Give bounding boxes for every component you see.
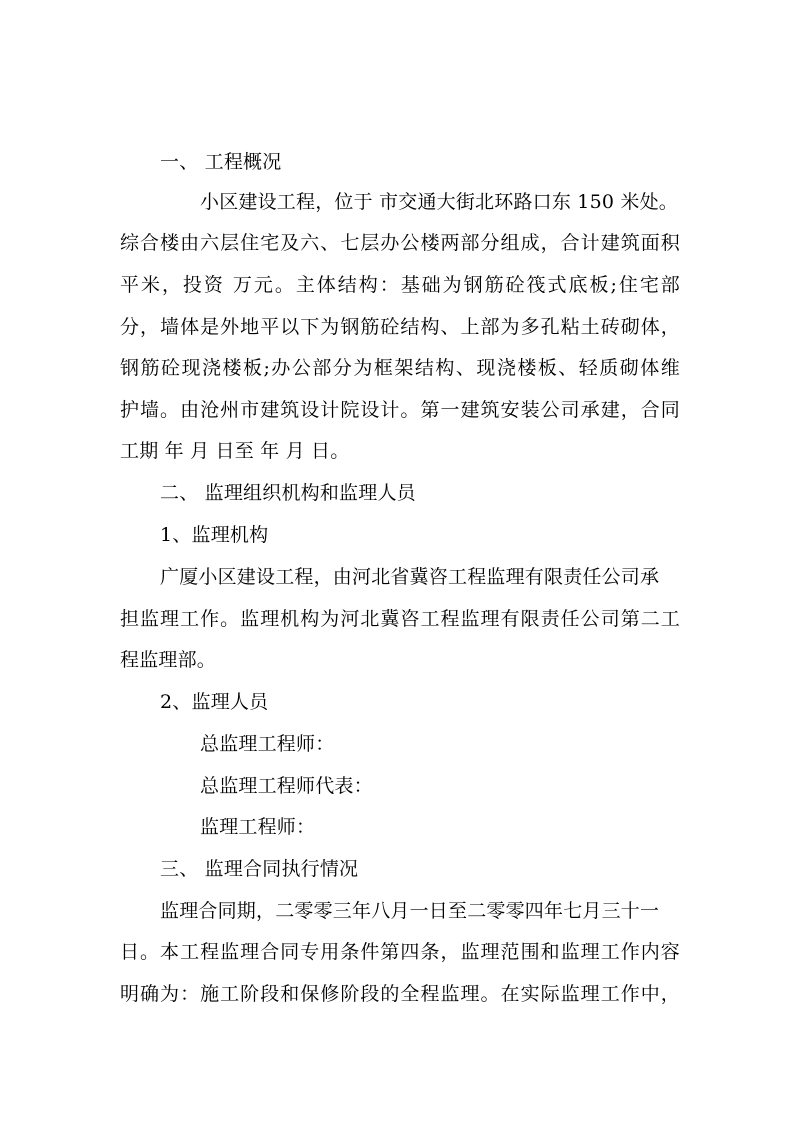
staff-supervisor: 监理工程师：: [200, 816, 316, 838]
subsection-heading-1: 1、监理机构: [160, 524, 269, 546]
paragraph-line: 综合楼由六层住宅及六、七层办公楼两部分组成，合计建筑面积: [120, 232, 680, 254]
paragraph-line: 工期 年 月 日至 年 月 日。: [120, 440, 350, 462]
staff-chief-supervisor-deputy: 总监理工程师代表：: [200, 775, 373, 797]
section-heading-1: 一、 工程概况: [160, 151, 282, 173]
paragraph-line: 平米，投资 万元。主体结构：基础为钢筋砼筏式底板;住宅部: [120, 274, 680, 296]
paragraph-line: 护墙。由沧州市建筑设计院设计。第一建筑安装公司承建，合同: [120, 399, 680, 421]
paragraph-line: 广厦小区建设工程，由河北省冀咨工程监理有限责任公司承: [160, 566, 660, 588]
section-heading-3: 三、 监理合同执行情况: [160, 858, 359, 880]
paragraph-line: 程监理部。: [120, 649, 217, 671]
paragraph-line: 监理合同期，二零零三年八月一日至二零零四年七月三十一: [160, 900, 660, 922]
subsection-heading-2: 2、监理人员: [160, 691, 269, 713]
paragraph-line: 钢筋砼现浇楼板;办公部分为框架结构、现浇楼板、轻质砌体维: [120, 357, 680, 379]
paragraph-line: 分，墙体是外地平以下为钢筋砼结构、上部为多孔粘土砖砌体，: [120, 316, 680, 338]
staff-chief-supervisor: 总监理工程师：: [200, 733, 335, 755]
paragraph-line: 明确为：施工阶段和保修阶段的全程监理。在实际监理工作中，: [120, 983, 680, 1005]
paragraph-line: 日。本工程监理合同专用条件第四条，监理范围和监理工作内容: [120, 941, 680, 963]
paragraph-line: 小区建设工程，位于 市交通大街北环路口东 150 米处。: [200, 191, 678, 213]
section-heading-2: 二、 监理组织机构和监理人员: [160, 482, 416, 504]
paragraph-line: 担监理工作。监理机构为河北冀咨工程监理有限责任公司第二工: [120, 608, 680, 630]
